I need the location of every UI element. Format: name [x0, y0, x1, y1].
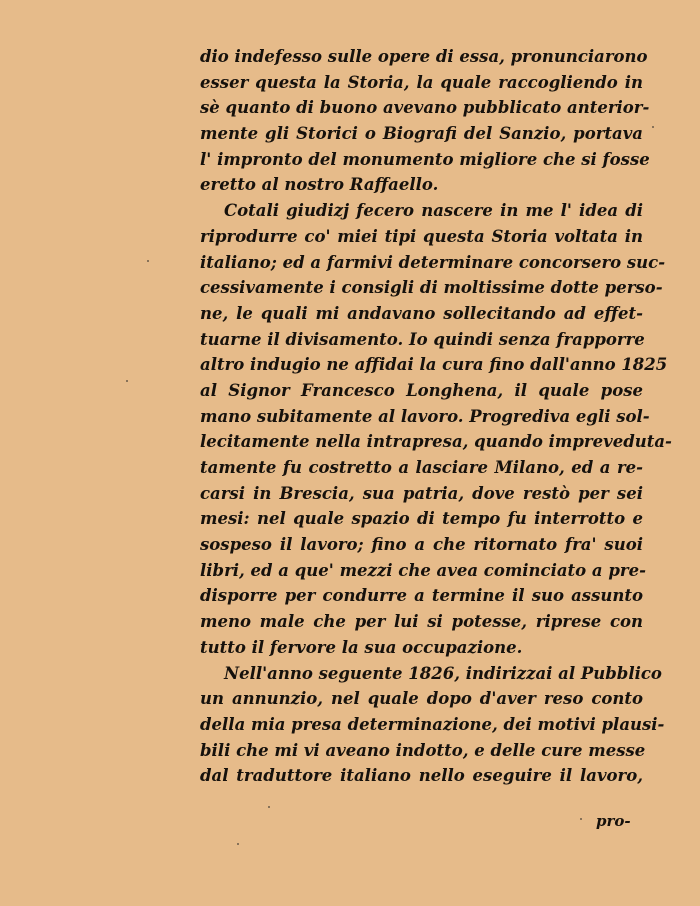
text-line: sè quanto di buono avevano pubblicato anterior-	[200, 98, 650, 118]
text-line: mente gli Storici o Biografi del Sanzio, portava	[200, 124, 643, 144]
text-line: Nell'anno seguente 1826, indirizzai al Pubblico	[224, 663, 662, 683]
text-line: disporre per condurre a termine il suo assunto	[200, 586, 643, 606]
text-line: sospeso il lavoro; fino a che ritornato fra' suoi	[200, 535, 643, 555]
text-line: cessivamente i consigli di moltissime dotte perso-	[200, 278, 663, 298]
catchword: pro-	[596, 812, 631, 830]
text-line: l' impronto del monumento migliore che si fosse	[200, 149, 650, 169]
text-line: della mia presa determinazione, dei motivi plausi-	[200, 714, 665, 734]
text-line: tutto il fervore la sua occupazione.	[200, 637, 523, 657]
text-line: tuarne il divisamento. Io quindi senza frapporre	[200, 329, 645, 349]
paper-speck	[237, 843, 239, 845]
text-line: eretto al nostro Raffaello.	[200, 175, 439, 195]
text-line: al Signor Francesco Longhena, il quale pose	[200, 380, 643, 400]
paper-speck	[580, 818, 582, 820]
paper-speck	[147, 260, 149, 262]
text-line: dal traduttore italiano nello eseguire il lavoro,	[200, 766, 643, 786]
body-text	[200, 44, 672, 789]
text-line: un annunzio, nel quale dopo d'aver reso conto	[200, 689, 643, 709]
text-line: mano subitamente al lavoro. Progrediva egli sol-	[200, 406, 650, 426]
text-line: tamente fu costretto a lasciare Milano, ed a re-	[200, 458, 643, 477]
text-line: riprodurre co' miei tipi questa Storia voltata in	[200, 226, 643, 246]
text-line: esser questa la Storia, la quale raccogliendo in	[200, 72, 643, 92]
text-line: meno male che per lui si potesse, riprese con	[200, 612, 643, 632]
text-line: Cotali giudizj fecero nascere in me l' idea di	[224, 201, 643, 221]
text-line: ne, le quali mi andavano sollecitando ad effet-	[200, 303, 643, 323]
text-line: carsi in Brescia, sua patria, dove restò per sei	[200, 483, 643, 503]
paper-speck	[652, 126, 654, 128]
text-line: italiano; ed a farmivi determinare concorsero suc-	[200, 252, 666, 272]
text-line: mesi: nel quale spazio di tempo fu interrotto e	[200, 509, 643, 529]
text-line: bili che mi vi aveano indotto, e delle cure messe	[200, 740, 646, 760]
text-line: dio indefesso sulle opere di essa, pronunciarono	[200, 47, 648, 66]
text-line: libri, ed a que' mezzi che avea cominciato a pre-	[200, 560, 646, 580]
text-line: lecitamente nella intrapresa, quando impreveduta-	[200, 432, 672, 452]
paper-speck	[268, 806, 270, 808]
paper-speck	[126, 380, 128, 382]
text-line: altro indugio ne affidai la cura fino dall'anno 1825	[200, 355, 668, 375]
